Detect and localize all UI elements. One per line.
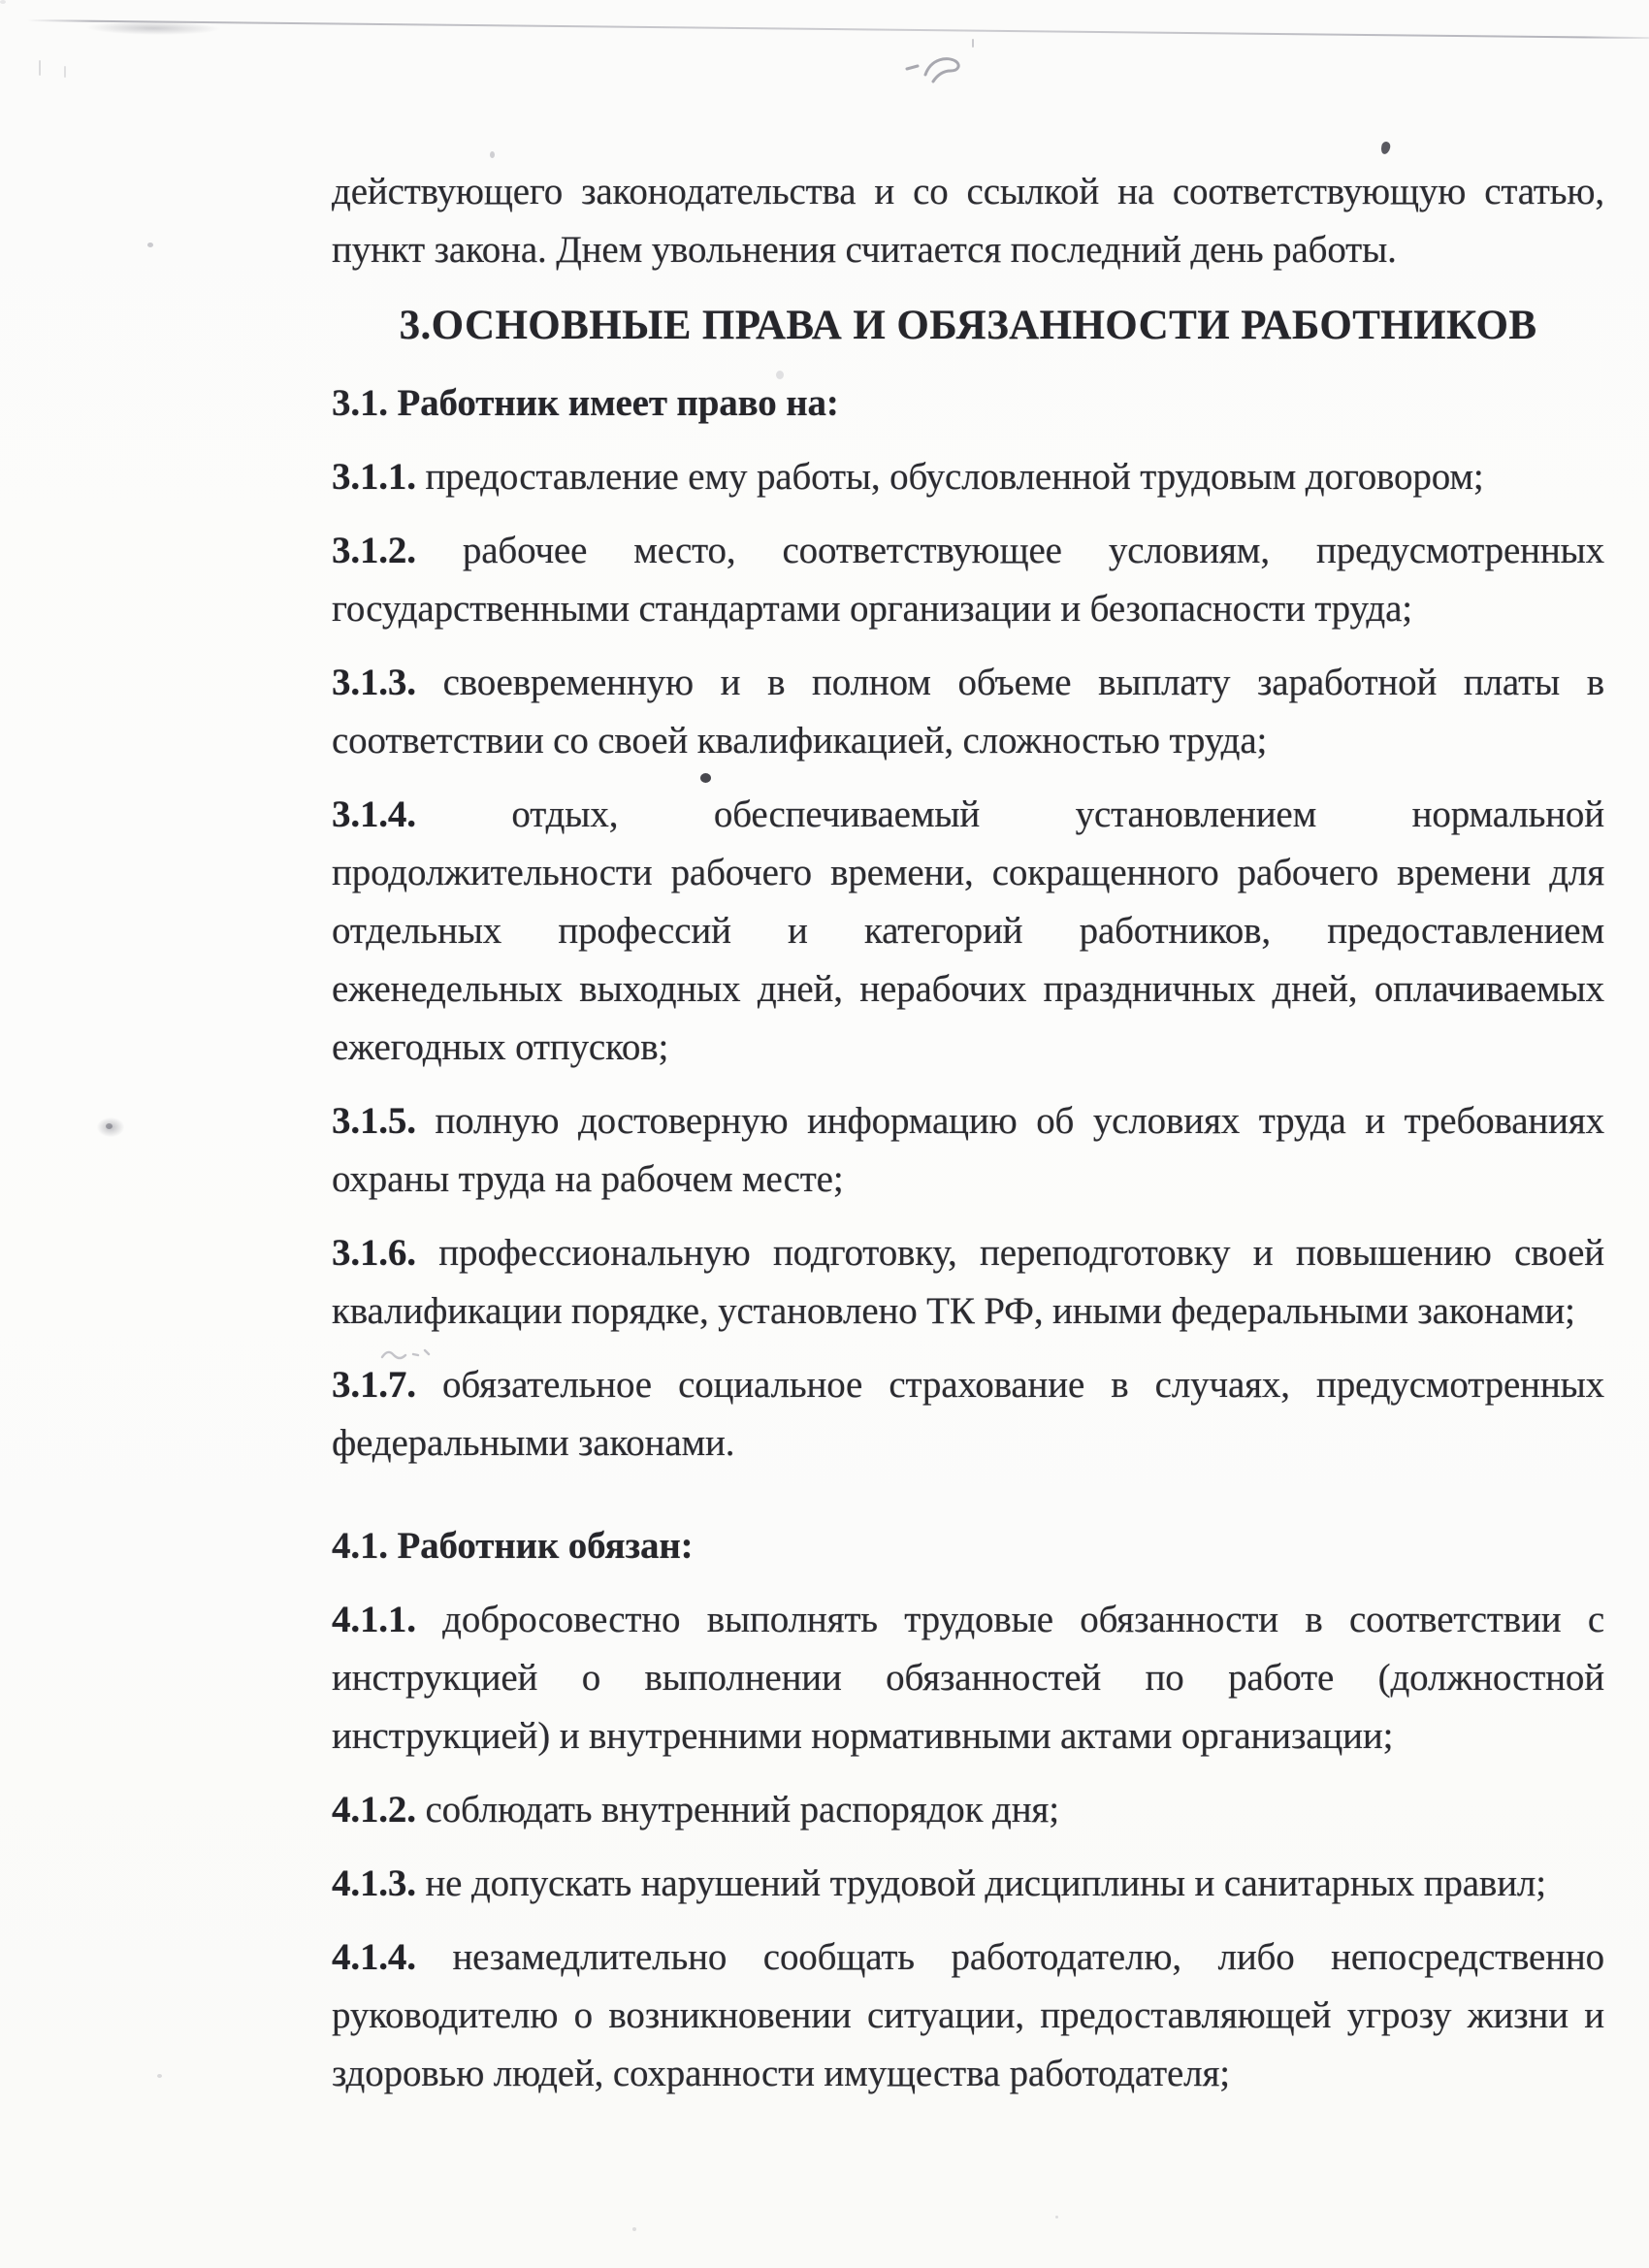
clause-paragraph	[332, 1928, 1604, 2103]
clause-paragraph	[332, 1855, 1604, 1913]
clause-paragraph	[332, 448, 1604, 506]
clause-number: 4.1.2.	[332, 1789, 416, 1831]
clause-number: 3.1.7.	[332, 1364, 416, 1406]
clause-paragraph	[332, 786, 1604, 1077]
text-line: еженедельных выходных дней, нерабочих праздничных дней, оплачиваемых	[332, 968, 1604, 1010]
ink-speck	[157, 2074, 162, 2078]
text-line: руководителю о возникновении ситуации, предоставляющей угрозу жизни и	[332, 1994, 1604, 2036]
scan-edge-tick	[39, 60, 41, 76]
clause-number: 4.1.4.	[332, 1936, 416, 1978]
clause-paragraph	[332, 654, 1604, 770]
text-line: квалификации порядке, установлено ТК РФ, иными федеральными законами;	[332, 1290, 1575, 1332]
intro-paragraph	[332, 163, 1604, 279]
text-line: 4.1.4. незамедлительно сообщать работодателю, либо непосредственно	[332, 1936, 1604, 1978]
text-line: 3.1.2. рабочее место, соответствующее условиям, предусмотренных	[332, 530, 1604, 571]
page-title: 3.ОСНОВНЫЕ ПРАВА И ОБЯЗАННОСТИ РАБОТНИКОВ	[399, 303, 1537, 348]
scan-scratch-line	[27, 19, 1649, 39]
section-title: 3.1. Работник имеет право на:	[332, 382, 839, 424]
clause-paragraph	[332, 522, 1604, 638]
ink-speck	[972, 39, 974, 48]
text-line: действующего законодательства и со ссылкой на соответствующую статью,	[332, 171, 1604, 212]
text-line: 3.1.1. предоставление ему работы, обусловленной трудовым договором;	[332, 456, 1484, 498]
text-line: продолжительности рабочего времени, сокращенного рабочего времени для	[332, 852, 1604, 893]
text-line: 3.1.6. профессиональную подготовку, переподготовку и повышению своей	[332, 1232, 1604, 1274]
clause-number: 3.1.2.	[332, 530, 416, 571]
scan-edge-tick	[64, 66, 66, 78]
text-line: инструкцией о выполнении обязанностей по работе (должностной	[332, 1657, 1604, 1699]
clause-paragraph	[332, 1781, 1604, 1839]
clause-number: 4.1.3.	[332, 1863, 416, 1904]
text-line: здоровью людей, сохранности имущества работодателя;	[332, 2053, 1230, 2094]
sections-container	[332, 374, 1604, 2103]
text-line: 3.1.5. полную достоверную информацию об условиях труда и требованиях	[332, 1100, 1604, 1142]
clause-paragraph	[332, 1092, 1604, 1209]
text-line: 3.1.3. своевременную и в полном объеме выплату заработной платы в	[332, 662, 1604, 703]
text-line: отдельных профессий и категорий работников, предоставлением	[332, 910, 1604, 952]
scan-margin-smudge	[97, 1118, 124, 1137]
scan-curl-mark	[904, 45, 970, 89]
clause-number: 3.1.4.	[332, 794, 416, 835]
text-line: государственными стандартами организации и безопасности труда;	[332, 588, 1412, 630]
clause-paragraph	[332, 1224, 1604, 1341]
clause-number: 3.1.6.	[332, 1232, 416, 1274]
clause-paragraph	[332, 1591, 1604, 1766]
text-line: ежегодных отпусков;	[332, 1026, 669, 1068]
text-line: федеральными законами.	[332, 1422, 735, 1464]
text-line: инструкцией) и внутренними нормативными актами организации;	[332, 1715, 1394, 1757]
ink-speck	[147, 243, 153, 247]
document-content	[332, 163, 1604, 2119]
clause-number: 3.1.3.	[332, 662, 416, 703]
section-title: 4.1. Работник обязан:	[332, 1525, 694, 1567]
text-line: 4.1.2. соблюдать внутренний распорядок дня;	[332, 1789, 1059, 1831]
text-line: соответствии со своей квалификацией, сложностью труда;	[332, 720, 1268, 761]
text-line: 3.1.7. обязательное социальное страхование в случаях, предусмотренных	[332, 1364, 1604, 1406]
ink-drop-mark	[1380, 141, 1392, 155]
ink-speck	[1055, 2216, 1058, 2219]
scan-scratch-smudge	[85, 20, 221, 35]
text-line: 4.1.1. добросовестно выполнять трудовые обязанности в соответствии с	[332, 1599, 1604, 1640]
text-line: 3.1.4. отдых, обеспечиваемый установлением нормальной	[332, 794, 1604, 835]
scan-margin-smudge-dot	[106, 1123, 113, 1129]
text-line: охраны труда на рабочем месте;	[332, 1158, 844, 1200]
clause-number: 3.1.1.	[332, 456, 416, 498]
ink-speck	[632, 2227, 636, 2231]
ink-speck	[0, 0, 6, 4]
ink-speck	[490, 151, 495, 158]
clause-number: 3.1.5.	[332, 1100, 416, 1142]
clause-paragraph	[332, 1356, 1604, 1473]
text-line: 4.1.3. не допускать нарушений трудовой дисциплины и санитарных правил;	[332, 1863, 1546, 1904]
text-line: пункт закона. Днем увольнения считается последний день работы.	[332, 229, 1397, 271]
clause-number: 4.1.1.	[332, 1599, 416, 1640]
